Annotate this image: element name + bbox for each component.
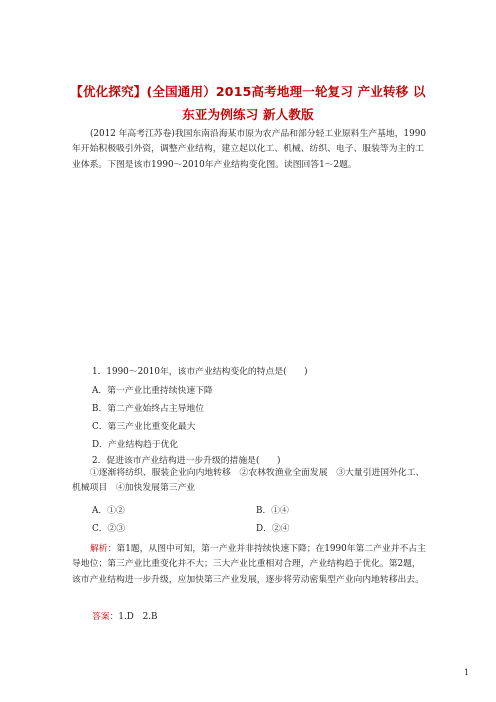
question-2-items: ①逐渐将纺织、服装企业向内地转移 ②农林牧渔业全面发展 ③大量引进国外化工、机械项目 ④加快发展第三产业 <box>72 468 425 494</box>
analysis-label: 解析： <box>90 544 117 554</box>
document-title-line1: 【优化探究】(全国通用）2015高考地理一轮复习 产业转移 以 <box>70 84 426 99</box>
analysis-paragraph <box>72 542 428 588</box>
question-2-option-a: A．①② <box>92 506 125 516</box>
answer-line <box>92 609 158 622</box>
document-title-line2: 东亚为例练习 新人教版 <box>182 107 314 122</box>
question-1-stem: 1．1990～2010年，该市产业结构变化的特点是( ) <box>92 367 308 377</box>
intro-paragraph: (2012 年高考江苏卷)我国东南沿海某市原为农产品和部分轻工业原料生产基地，1990年开始积极吸引外资，调整产业结构，建立起以化工、机械、纺织、电子、服装等为主的工业体系。下图是该市1990～2010年产业结构变化图。读图回答1～2题。 <box>72 129 426 170</box>
analysis-text: 第1题，从图中可知，第一产业并非持续快速下降；在1990年第二产业并不占主导地位；第三产业比重变化并不大；三大产业比重相对合理，产业结构趋于优化。第2题，该市产业结构进一步升级，应加快第三产业发展，逐步将劳动密集型产业向内地转移出去。 <box>72 544 426 585</box>
page-number: 1 <box>464 668 470 677</box>
question-1-option-a: A．第一产业比重持续快速下降 <box>92 386 213 396</box>
answer-text: 1.D 2.B <box>118 612 158 622</box>
question-1-option-b: B．第二产业始终占主导地位 <box>92 404 205 414</box>
question-2-option-d: D．②④ <box>256 524 290 534</box>
question-2-option-b: B．①④ <box>256 506 289 516</box>
question-1-option-c: C．第三产业比重变化最大 <box>92 422 196 432</box>
answer-label: 答案： <box>92 612 119 622</box>
question-2-stem: 2．促进该市产业结构进一步升级的措施是( ) <box>92 456 281 466</box>
chart-image-placeholder <box>72 190 428 340</box>
question-2-option-c: C．②③ <box>92 524 126 534</box>
question-1-option-d: D．产业结构趋于优化 <box>92 440 179 450</box>
